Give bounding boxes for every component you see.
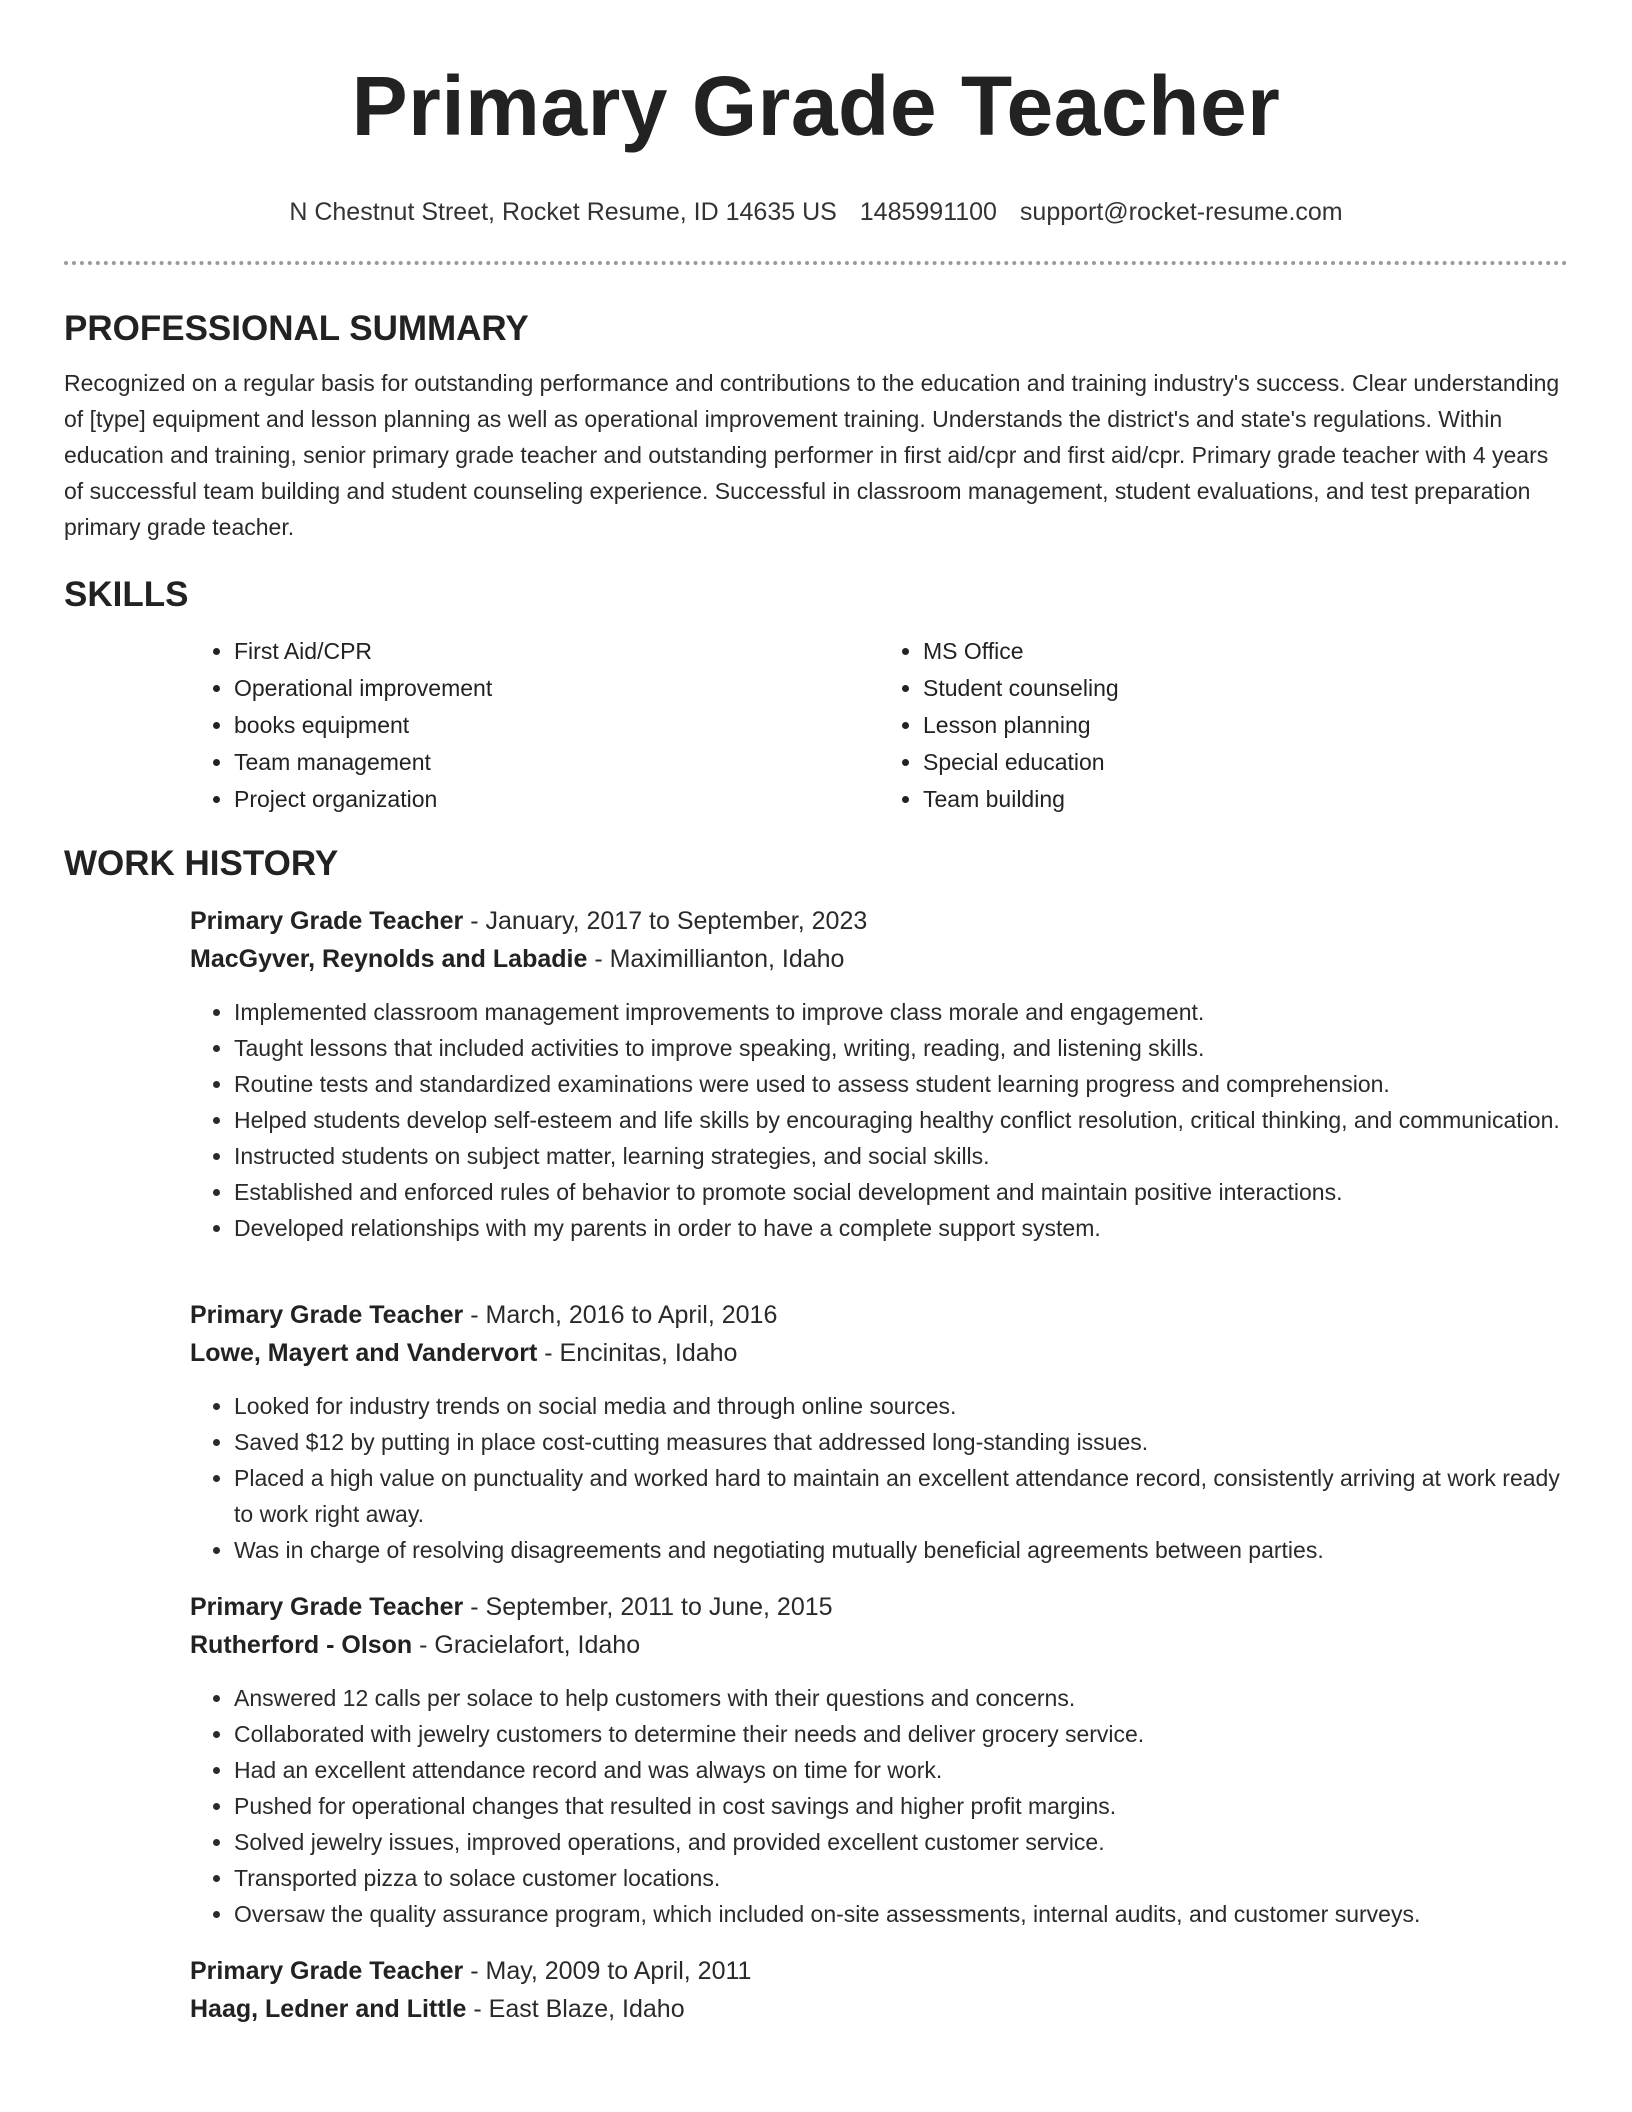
job-location: - Gracielafort, Idaho	[412, 1631, 641, 1659]
skill-item: • Special education	[923, 744, 1568, 781]
work-history-heading: WORK HISTORY	[64, 844, 339, 883]
job-bullets	[190, 994, 1568, 1246]
contact-line	[64, 196, 1568, 228]
skills-list	[190, 633, 1568, 818]
job-bullet: • Was in charge of resolving disagreements and negotiating mutually beneficial agreements between parties.	[234, 1532, 1568, 1568]
job-dates: - September, 2011 to June, 2015	[463, 1593, 833, 1621]
skill-item: • Team management	[234, 744, 879, 781]
job-location: - Encinitas, Idaho	[537, 1339, 738, 1367]
job-bullet: • Oversaw the quality assurance program, which included on-site assessments, internal audits, and customer surveys.	[234, 1896, 1568, 1932]
contact-address: N Chestnut Street, Rocket Resume, ID 14635 US	[289, 198, 837, 226]
job-bullet: • Transported pizza to solace customer locations.	[234, 1860, 1568, 1896]
skill-item: • Operational improvement	[234, 670, 879, 707]
job-entry	[190, 1588, 1568, 1932]
contact-phone: 1485991100	[859, 198, 997, 226]
job-bullets	[190, 1680, 1568, 1932]
job-company: Haag, Ledner and Little	[190, 1995, 467, 2023]
job-role: Primary Grade Teacher	[190, 1957, 464, 1985]
job-entry	[190, 1952, 1568, 2028]
job-bullet: • Collaborated with jewelry customers to determine their needs and deliver grocery service.	[234, 1716, 1568, 1752]
job-entry	[190, 1296, 1568, 1568]
job-company-line	[190, 1990, 1568, 2028]
contact-email: support@rocket-resume.com	[1019, 198, 1343, 226]
skill-item: • Student counseling	[923, 670, 1568, 707]
job-dates: - March, 2016 to April, 2016	[463, 1301, 778, 1329]
job-company: Lowe, Mayert and Vandervort	[190, 1339, 538, 1367]
job-bullet: • Routine tests and standardized examinations were used to assess student learning progress and comprehension.	[234, 1066, 1568, 1102]
job-bullet: • Looked for industry trends on social media and through online sources.	[234, 1388, 1568, 1424]
header-divider	[64, 261, 1568, 265]
skill-item: • MS Office	[923, 633, 1568, 670]
skill-item: • books equipment	[234, 707, 879, 744]
job-bullet: • Established and enforced rules of behavior to promote social development and maintain positive interactions.	[234, 1174, 1568, 1210]
skills-column-right	[879, 633, 1568, 818]
job-title-line	[190, 1296, 1568, 1334]
job-bullet: • Saved $12 by putting in place cost-cutting measures that addressed long-standing issues.	[234, 1424, 1568, 1460]
skills-heading: SKILLS	[64, 575, 189, 614]
job-company-line	[190, 1334, 1568, 1372]
job-company-line	[190, 940, 1568, 978]
job-bullet: • Answered 12 calls per solace to help customers with their questions and concerns.	[234, 1680, 1568, 1716]
job-role: Primary Grade Teacher	[190, 907, 464, 935]
job-bullet: • Taught lessons that included activities to improve speaking, writing, reading, and listening skills.	[234, 1030, 1568, 1066]
job-role: Primary Grade Teacher	[190, 1593, 464, 1621]
summary-heading: PROFESSIONAL SUMMARY	[64, 309, 529, 348]
job-entry	[190, 902, 1568, 1246]
skills-column-left	[190, 633, 879, 818]
job-title-line	[190, 1588, 1568, 1626]
job-bullet: • Helped students develop self-esteem and life skills by encouraging healthy conflict resolution, critical thinking, and communication.	[234, 1102, 1568, 1138]
job-bullet: • Placed a high value on punctuality and worked hard to maintain an excellent attendance record, consistently arriving at work ready to work right away.	[234, 1460, 1568, 1532]
job-company-line	[190, 1626, 1568, 1664]
job-location: - Maximillianton, Idaho	[587, 945, 845, 973]
job-bullet: • Developed relationships with my parents in order to have a complete support system.	[234, 1210, 1568, 1246]
skill-item: • Lesson planning	[923, 707, 1568, 744]
job-dates: - January, 2017 to September, 2023	[463, 907, 868, 935]
job-title-line	[190, 902, 1568, 940]
summary-text: Recognized on a regular basis for outstanding performance and contributions to the education and training industry's success. Clear understanding of [type] equipment and lesson planning as well as operational improvement training. Understands the district's and state's regulations. Within education and training, senior primary grade teacher and outstanding performer in first aid/cpr and first aid/cpr. Primary grade teacher with 4 years of successful team building and student counseling experience. Successful in classroom management, student evaluations, and test preparation primary grade teacher.	[64, 370, 1560, 540]
skill-item: • First Aid/CPR	[234, 633, 879, 670]
job-bullet: • Solved jewelry issues, improved operations, and provided excellent customer service.	[234, 1824, 1568, 1860]
job-company: MacGyver, Reynolds and Labadie	[190, 945, 588, 973]
job-title-line	[190, 1952, 1568, 1990]
job-role: Primary Grade Teacher	[190, 1301, 464, 1329]
job-dates: - May, 2009 to April, 2011	[463, 1957, 752, 1985]
skill-item: • Project organization	[234, 781, 879, 818]
job-bullet: • Implemented classroom management improvements to improve class morale and engagement.	[234, 994, 1568, 1030]
resume-name: Primary Grade Teacher	[351, 59, 1281, 153]
job-location: - East Blaze, Idaho	[466, 1995, 685, 2023]
job-bullet: • Instructed students on subject matter, learning strategies, and social skills.	[234, 1138, 1568, 1174]
job-bullets	[190, 1388, 1568, 1568]
job-company: Rutherford - Olson	[190, 1631, 413, 1659]
job-bullet: • Pushed for operational changes that resulted in cost savings and higher profit margins.	[234, 1788, 1568, 1824]
job-bullet: • Had an excellent attendance record and was always on time for work.	[234, 1752, 1568, 1788]
skill-item: • Team building	[923, 781, 1568, 818]
